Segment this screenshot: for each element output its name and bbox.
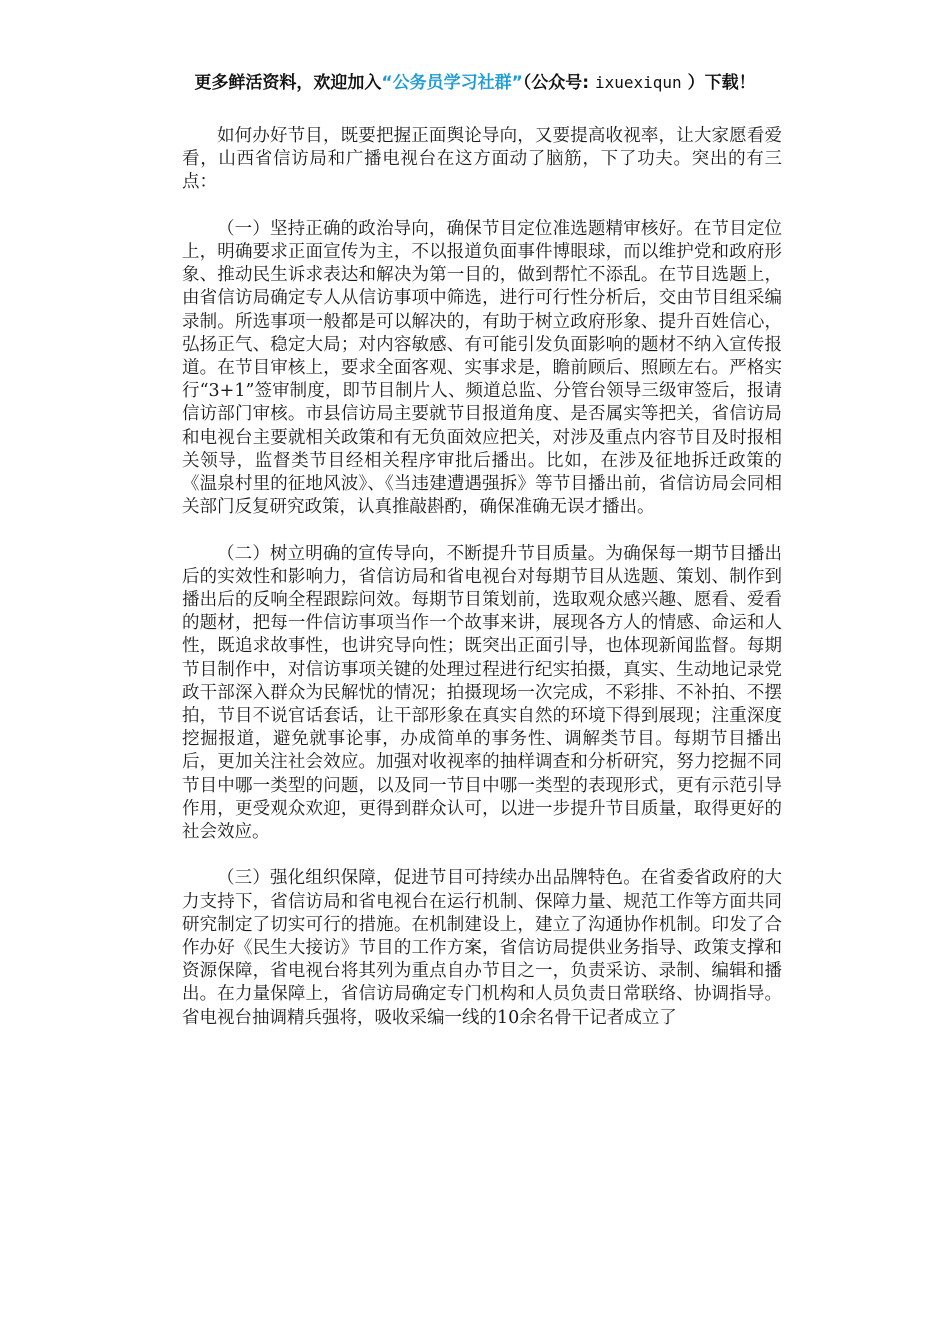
promo-group-name: “公务员学习社群”: [381, 73, 523, 93]
promo-account-id: ixuexiqun: [594, 73, 682, 92]
promo-header: [0, 68, 950, 93]
promo-suffix: ）下载！: [687, 73, 756, 93]
document-body: [182, 125, 782, 1053]
paragraph-intro: 如何办好节目，既要把握正面舆论导向，又要提高收视率，让大家愿看爱看，山西省信访局和广播电视台在这方面动了脑筋，下了功夫。突出的有三点：: [182, 126, 782, 193]
paragraph-section-3: （三）强化组织保障，促进节目可持续办出品牌特色。在省委省政府的大力支持下，省信访局和省电视台在运行机制、保障力量、规范工作等方面共同研究制定了切实可行的措施。在机制建设上，建立了沟通协作机制。印发了合作办好《民生大接访》节目的工作方案，省信访局提供业务指导、政策支撑和资源保障，省电视台将其列为重点自办节目之一，负责采访、录制、编辑和播出。在力量保障上，省信访局确定专门机构和人员负责日常联络、协调指导。省电视台抽调精兵强将，吸收采编一线的10余名骨干记者成立了: [182, 868, 782, 1028]
paragraph-section-1: （一）坚持正确的政治导向，确保节目定位准选题精审核好。在节目定位上，明确要求正面宣传为主，不以报道负面事件博眼球，而以维护党和政府形象、推动民生诉求表达和解决为第一目的，做到帮忙不添乱。在节目选题上，由省信访局确定专人从信访事项中筛选，进行可行性分析后，交由节目组采编录制。所选事项一般都是可以解决的，有助于树立政府形象、提升百姓信心，弘扬正气、稳定大局；对内容敏感、有可能引发负面影响的题材不纳入宣传报道。在节目审核上，要求全面客观、实事求是，瞻前顾后、照顾左右。严格实行“3+1”签审制度，即节目制片人、频道总监、分管台领导三级审签后，报请信访部门审核。市县信访局主要就节目报道角度、是否属实等把关，省信访局和电视台主要就相关政策和有无负面效应把关，对涉及重点内容节目及时报相关领导，监督类节目经相关程序审批后播出。比如，在涉及征地拆迁政策的《温泉村里的征地风波》、《当违建遭遇强拆》等节目播出前，省信访局会同相关部门反复研究政策，认真推敲斟酌，确保准确无误才播出。: [182, 218, 782, 518]
promo-prefix: 更多鲜活资料，欢迎加入: [194, 73, 382, 93]
paragraph-section-2: （二）树立明确的宣传导向，不断提升节目质量。为确保每一期节目播出后的实效性和影响力，省信访局和省电视台对每期节目从选题、策划、制作到播出后的反响全程跟踪问效。每期节目策划前，选取观众感兴趣、愿看、爱看的题材，把每一件信访事项当作一个故事来讲，展现各方人的情感、命运和人性，既追求故事性，也讲究导向性；既突出正面引导，也体现新闻监督。每期节目制作中，对信访事项关键的处理过程进行纪实拍摄，真实、生动地记录党政干部深入群众为民解忧的情况；拍摄现场一次完成，不彩排、不补拍、不摆拍，节目不说官话套话，让干部形象在真实自然的环境下得到展现；注重深度挖掘报道，避免就事论事，办成简单的事务性、调解类节目。每期节目播出后，更加关注社会效应。加强对收视率的抽样调查和分析研究，努力挖掘不同节目中哪一类型的问题，以及同一节目中哪一类型的表现形式，更有示范引导作用，更受观众欢迎，更得到群众认可，以进一步提升节目质量，取得更好的社会效应。: [182, 543, 782, 843]
promo-account-label: （公众号:: [522, 73, 590, 93]
